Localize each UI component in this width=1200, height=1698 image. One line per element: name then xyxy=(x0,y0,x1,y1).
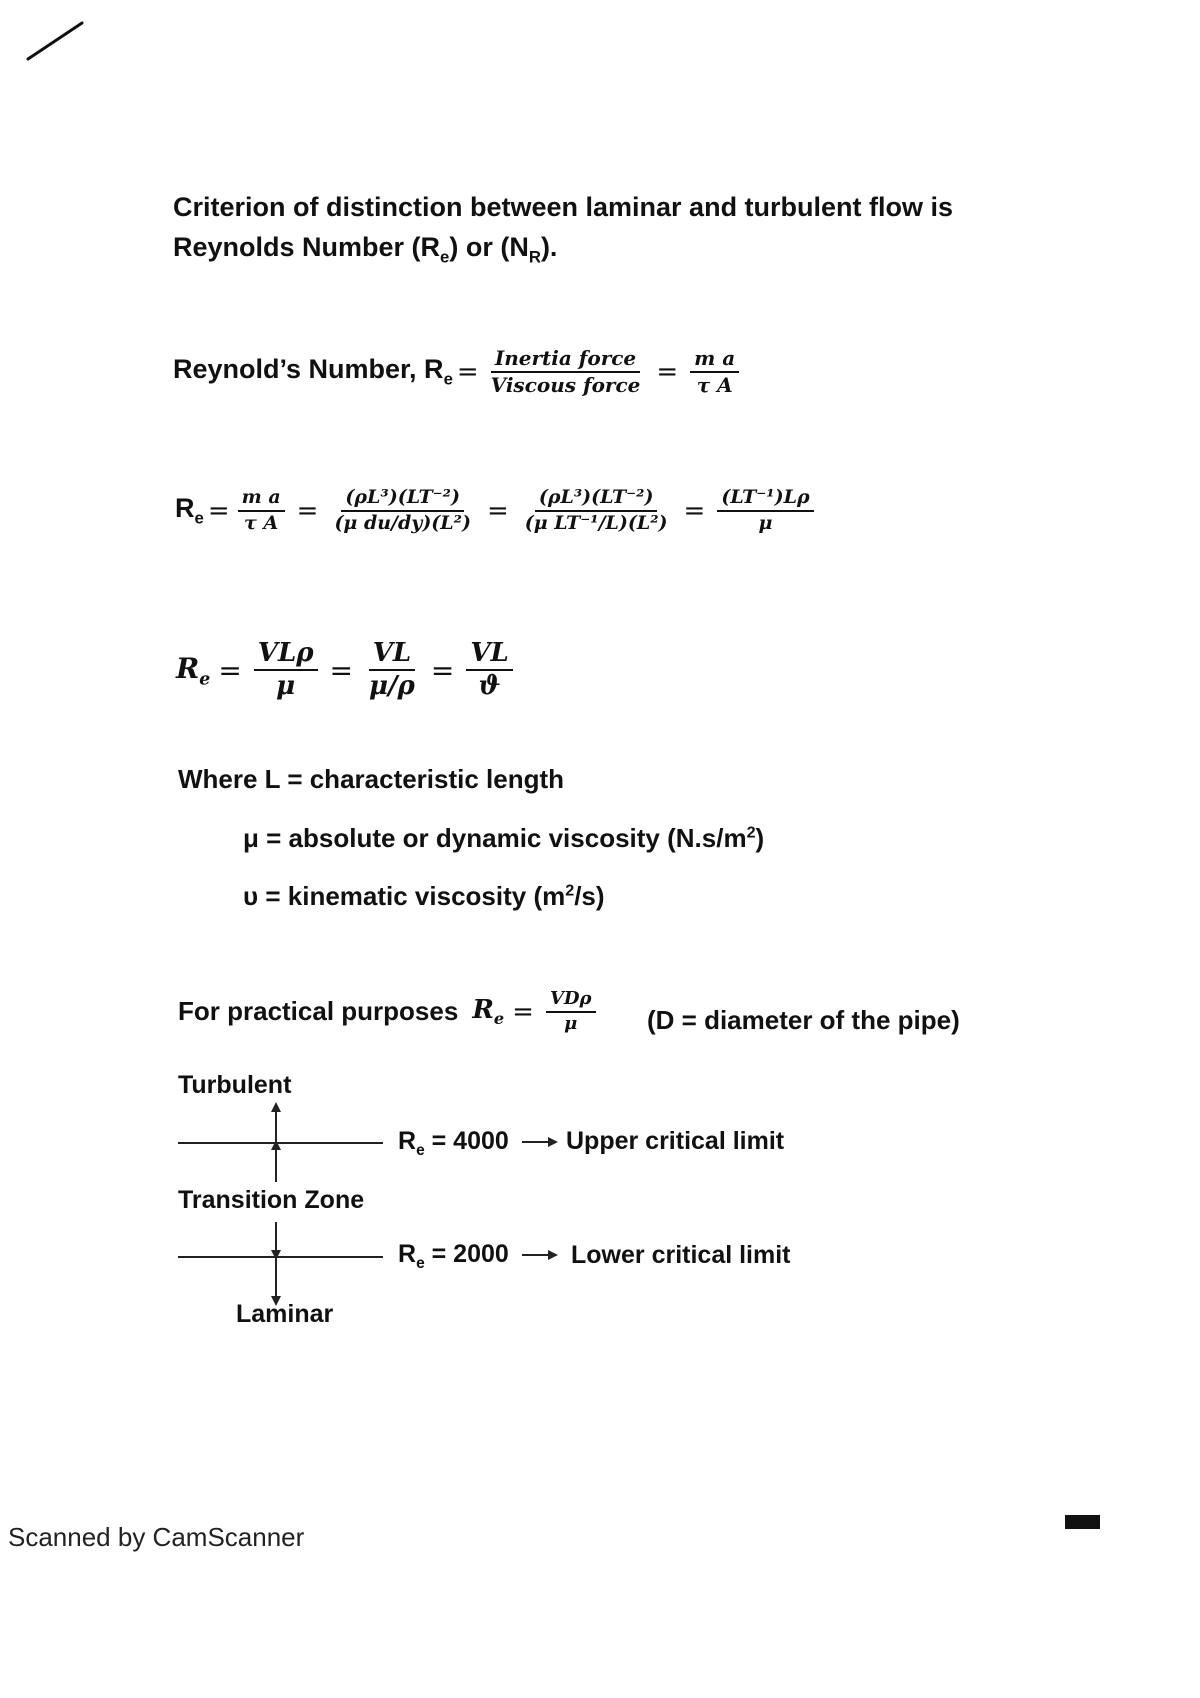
reynolds-dimensional-equation: $R_e$ = $\frac{\text{m a}}{\text{τ A}}$ = $\frac{\text{(ρL³)(LT⁻²)}}{\text{(μ du/dy)(L²)}}$ = $\frac{\text{(ρL³)(LT⁻²)}}{\text{(μ LT⁻¹/L)(L²)}}$ = $\frac{\text{(LT⁻¹)Lρ}}{\mu}$ xyxy=(175,488,818,534)
practical-purposes-equation: For practical purposes $R_e$ = $\frac{\text{VDρ}}{\mu}$ xyxy=(178,990,600,1034)
reynolds-simplified-equation: $R_e$ = $\frac{\text{VLρ}}{\mu}$ = $\frac{VL}{\mu/\rho}$ = $\frac{VL}{ϑ}$ xyxy=(176,640,517,701)
camscanner-watermark: Scanned by CamScanner xyxy=(8,1522,305,1552)
turbulent-label: Turbulent xyxy=(178,1071,292,1099)
upper-re-value: $R_e = 4000$ xyxy=(398,1127,509,1159)
upper-arrow-up-icon xyxy=(266,1100,286,1184)
scan-edge-mark xyxy=(1065,1515,1100,1529)
definition-length: Where L = characteristic length xyxy=(178,764,565,794)
intro-line-2: Reynolds Number $(R_e)$ or $(N_R)$. xyxy=(173,232,558,267)
lower-arrow-down-icon xyxy=(266,1220,286,1308)
viscous-force-denominator: Viscous force xyxy=(490,373,641,397)
lower-critical-limit-label: Lower critical limit xyxy=(571,1241,791,1269)
reynolds-definition-equation: Reynold’s Number, $R_e$ = $\frac{\text{Inertia force}}{\text{Viscous force}}$ = $\frac{\text{m a}}{\text{τ A}}$ xyxy=(173,348,743,396)
pen-stroke-mark xyxy=(20,15,90,65)
upper-right-arrow-icon xyxy=(520,1132,560,1152)
lower-re-value: $R_e = 2000$ xyxy=(398,1240,509,1272)
intro-line-1: Criterion of distinction between laminar and turbulent flow is xyxy=(173,192,954,222)
lower-right-arrow-icon xyxy=(520,1245,560,1265)
laminar-label: Laminar xyxy=(236,1300,334,1328)
upper-critical-limit-label: Upper critical limit xyxy=(566,1127,785,1155)
definition-kinematic-viscosity: υ = kinematic viscosity $(m^2/s)$ xyxy=(243,881,605,911)
definition-dynamic-viscosity: μ = absolute or dynamic viscosity $(N.s/m^2)$ xyxy=(243,823,765,853)
transition-zone-label: Transition Zone xyxy=(178,1186,365,1214)
pipe-diameter-note: (D = diameter of the pipe) xyxy=(647,1005,960,1035)
inertia-force-numerator: Inertia force xyxy=(491,348,640,373)
